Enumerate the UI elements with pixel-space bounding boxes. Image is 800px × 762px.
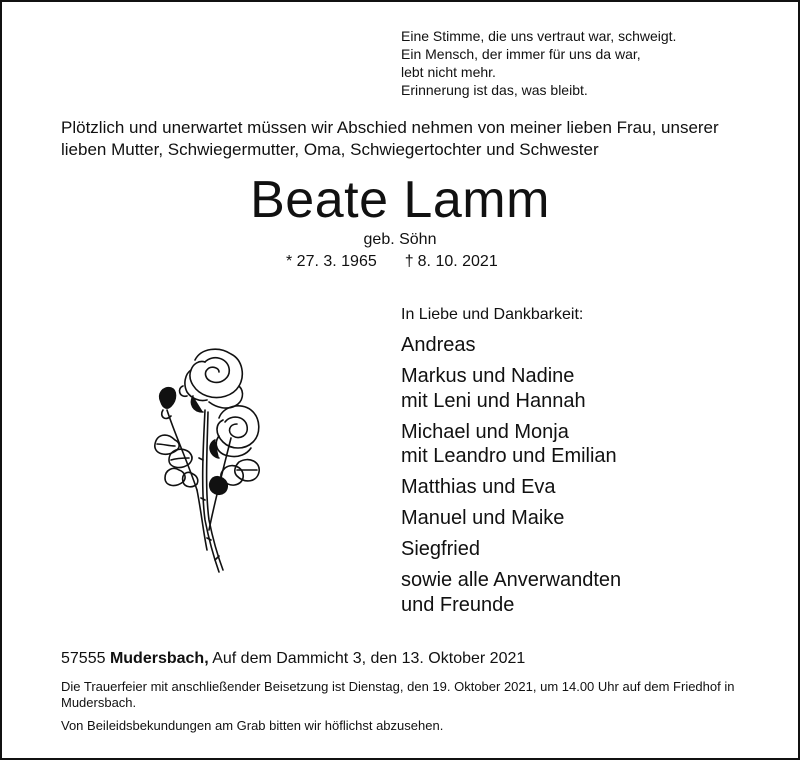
- poem-line: lebt nicht mehr.: [401, 64, 496, 80]
- mourner-line: sowie alle Anverwandten: [401, 569, 622, 591]
- mourner-group: [401, 568, 621, 617]
- deceased-name: Beate Lamm: [250, 171, 550, 229]
- intro-line-1: Plötzlich und unerwartet müssen wir Abschied nehmen von meiner lieben Frau, unserer: [61, 118, 719, 137]
- cross-icon: †: [404, 253, 414, 270]
- mourner-line: mit Leandro und Emilian: [401, 445, 617, 467]
- mourner-line: mit Leni und Hannah: [401, 389, 586, 412]
- mourner-line: Michael und Monja: [401, 420, 569, 443]
- mourner-line: und Freunde: [401, 593, 515, 616]
- intro-line-2: lieben Mutter, Schwiegermutter, Oma, Schwiegertochter und Schwester: [61, 140, 599, 159]
- mourner-line: Siegfried: [401, 538, 480, 560]
- birth-name: geb. Söhn: [363, 231, 437, 248]
- mourner-group: [401, 333, 621, 358]
- poem-line: Eine Stimme, die uns vertraut war, schweigt.: [401, 28, 677, 44]
- address-detail: Auf dem Dammicht 3, den 13. Oktober 2021: [212, 650, 526, 667]
- condolence-note: Von Beileidsbekundungen am Grab bitten wir höflichst abzusehen.: [61, 718, 444, 733]
- mourners-heading: In Liebe und Dankbarkeit:: [401, 306, 584, 323]
- mourner-group: [401, 537, 621, 562]
- mourners-list: [401, 333, 621, 624]
- mourner-line: Andreas: [401, 334, 476, 356]
- mourner-line: Matthias und Eva: [401, 476, 556, 498]
- death-date: 8. 10. 2021: [417, 253, 498, 270]
- rose-icon: [153, 340, 268, 585]
- mourner-line: Markus und Nadine: [401, 365, 575, 387]
- birth-date: * 27. 3. 1965: [286, 253, 377, 270]
- poem: [401, 27, 676, 99]
- mourner-group: [401, 364, 621, 413]
- mourner-line: Manuel und Maike: [401, 507, 565, 529]
- intro-text: [61, 117, 719, 161]
- mourner-group: [401, 420, 621, 469]
- poem-line: Ein Mensch, der immer für uns da war,: [401, 46, 641, 62]
- town: Mudersbach,: [109, 650, 209, 667]
- poem-line: Erinnerung ist das, was bleibt.: [401, 82, 588, 98]
- zip-code: 57555: [61, 650, 106, 667]
- address-line: [61, 649, 525, 669]
- mourner-group: [401, 506, 621, 531]
- funeral-notice: Die Trauerfeier mit anschließender Beisetzung ist Dienstag, den 19. Oktober 2021, um 14.00 Uhr auf dem Friedhof in Mudersbach.: [61, 679, 735, 710]
- mourner-group: [401, 475, 621, 500]
- life-dates: [286, 252, 498, 272]
